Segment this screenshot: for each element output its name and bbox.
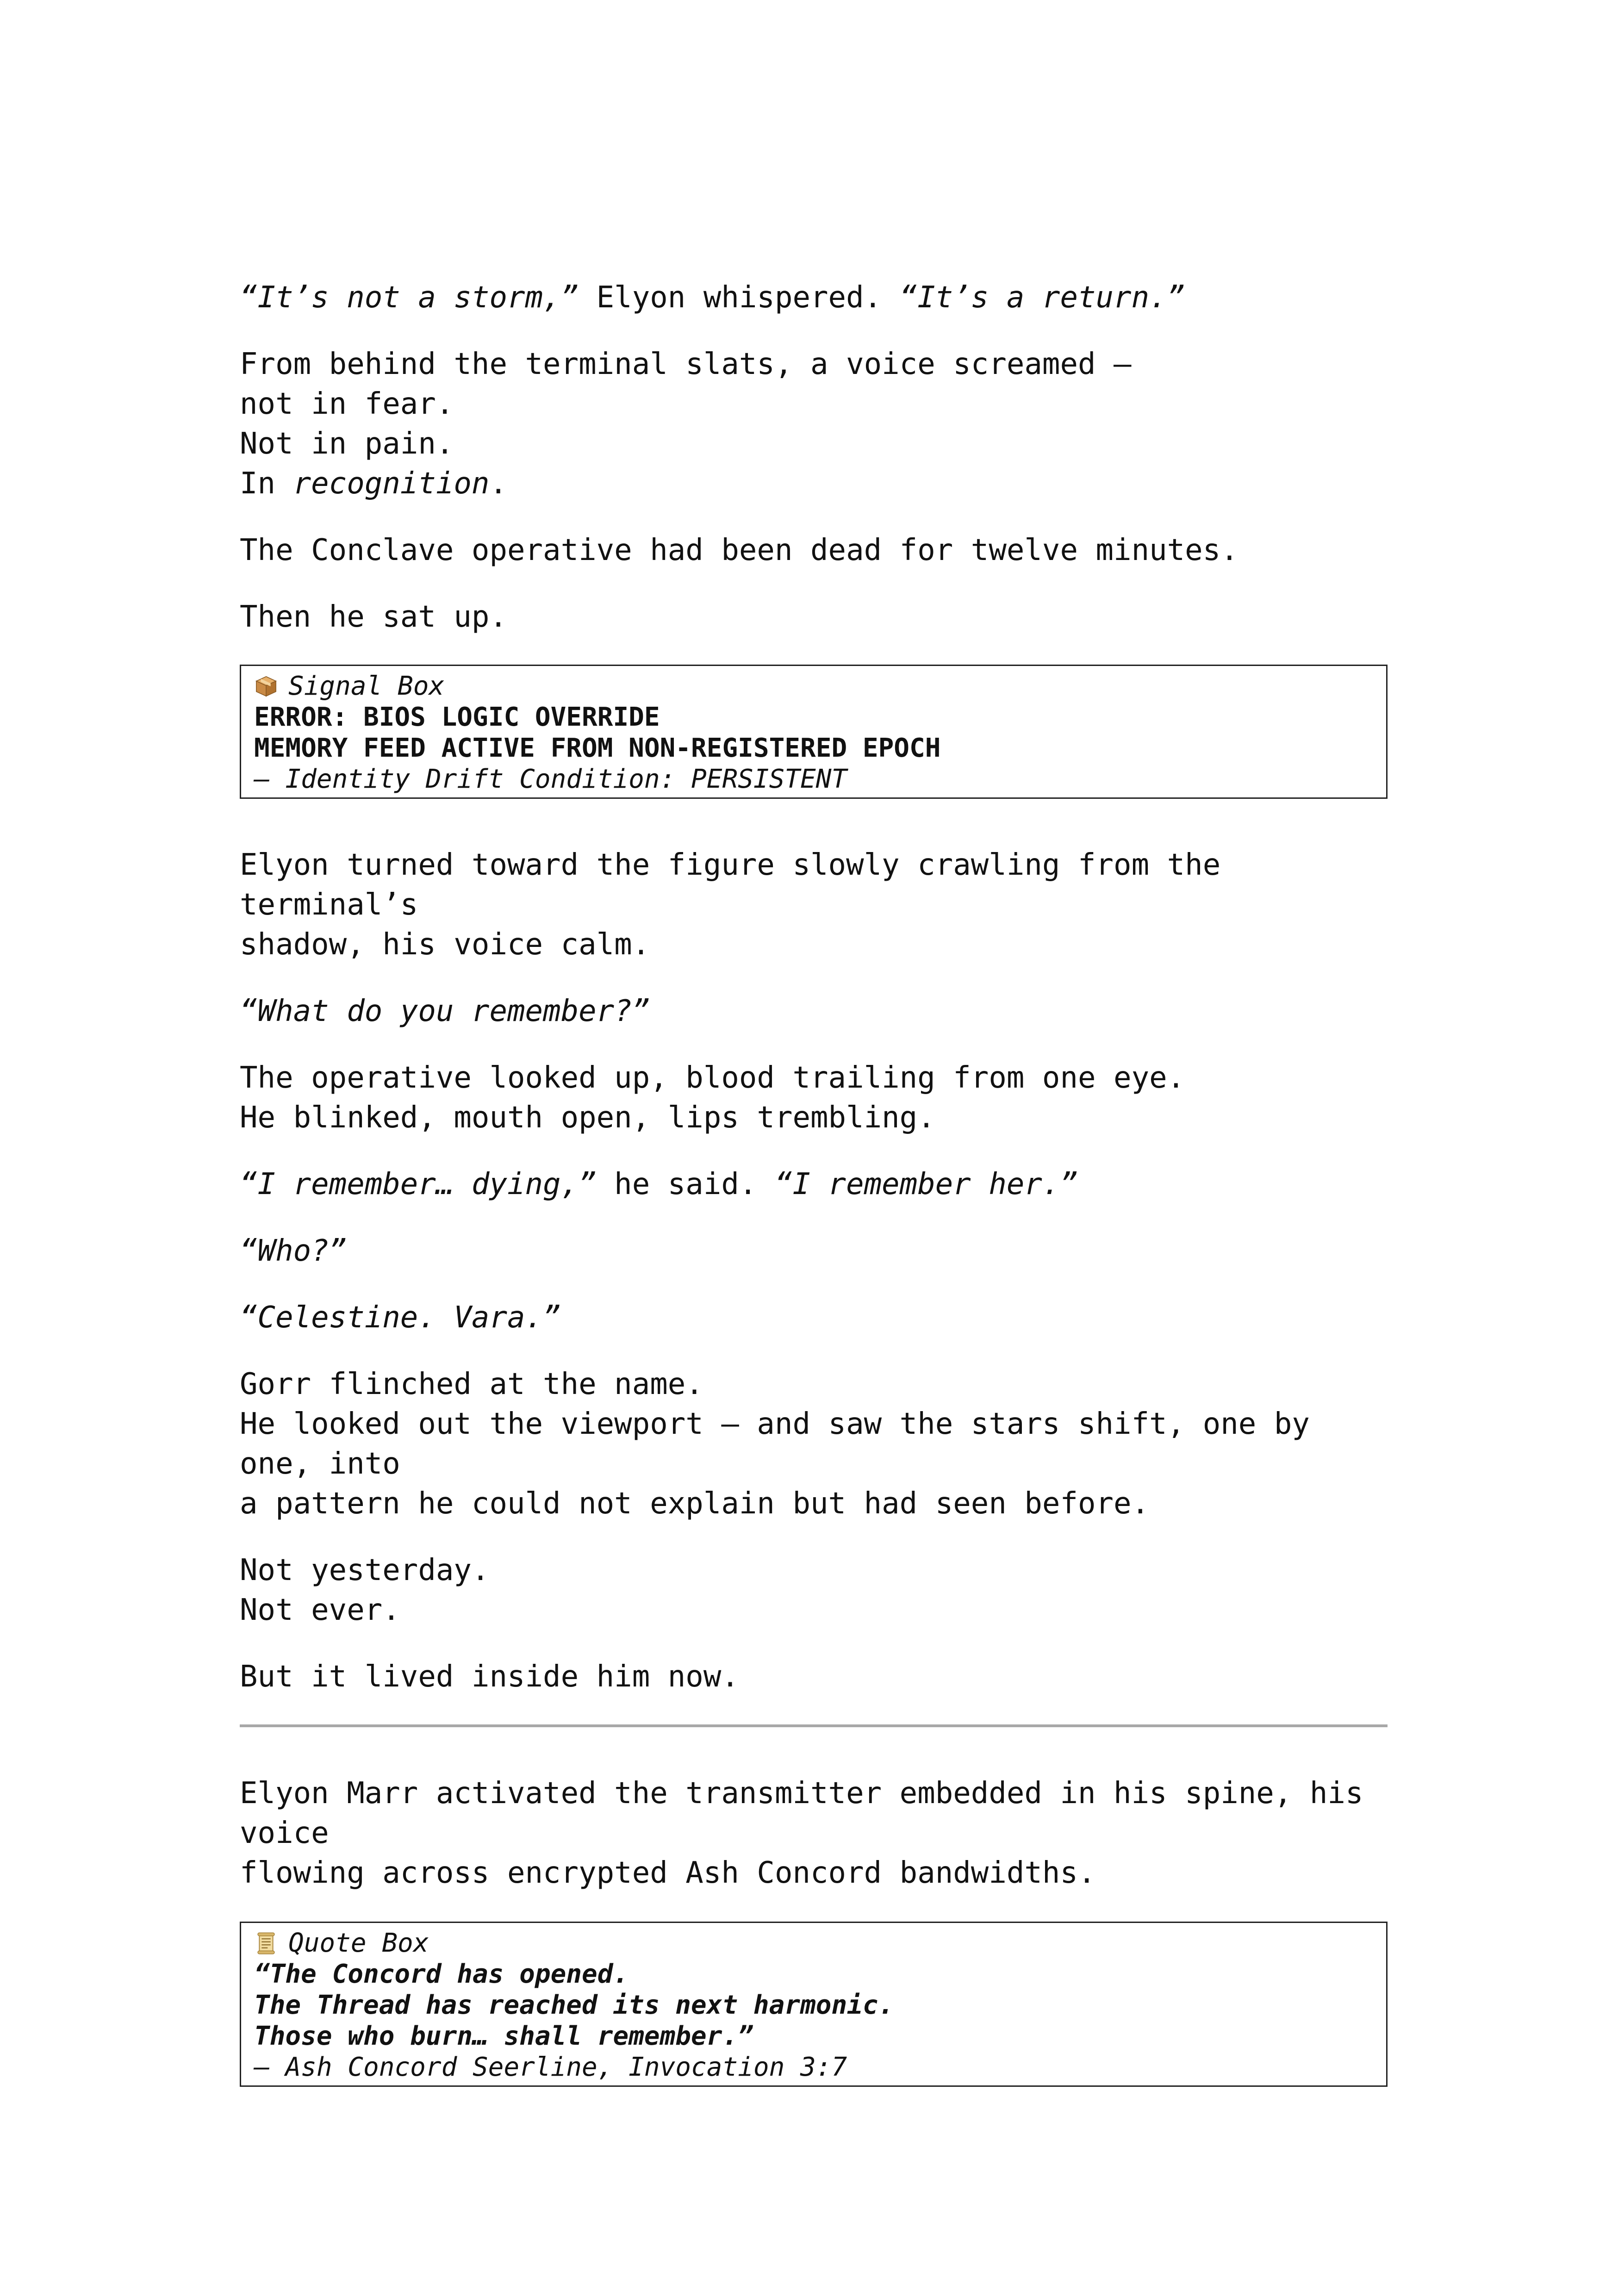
paragraph-celestine: “Celestine. Vara.” (240, 1300, 561, 1335)
paragraph-gorr-flinched (240, 1364, 1388, 1524)
paragraph-elyon-marr (240, 1773, 1388, 1893)
text-line: Gorr flinched at the name. (240, 1367, 703, 1401)
paragraph-storm (240, 278, 1388, 317)
signal-box-line: MEMORY FEED ACTIVE FROM NON-REGISTERED EPOCH (254, 733, 941, 763)
signal-box-header (254, 671, 1373, 702)
paragraph-operative-looked (240, 1058, 1388, 1138)
text-line: not in fear. (240, 387, 454, 421)
text-line: Not ever. (240, 1593, 400, 1627)
quote-box-line: “The Concord has opened. (254, 1959, 629, 1989)
text-line: shadow, his voice calm. (240, 927, 650, 962)
paragraph-voice-screamed (240, 344, 1388, 504)
text-segment: . (489, 467, 507, 501)
quote-box-line: Those who burn… shall remember.” (254, 2021, 753, 2051)
signal-box (240, 665, 1388, 799)
paragraph-what-remember: “What do you remember?” (240, 994, 650, 1028)
text-line: The operative looked up, blood trailing from one eye. (240, 1061, 1185, 1095)
text-line: a pattern he could not explain but had seen before. (240, 1487, 1150, 1521)
paragraph-not-yesterday (240, 1550, 1388, 1630)
text-line (240, 464, 1388, 504)
narration-text: Elyon whispered. (579, 280, 900, 315)
scroll-icon (254, 1931, 278, 1955)
text-line: He blinked, mouth open, lips trembling. (240, 1101, 935, 1135)
paragraph-elyon-turned (240, 845, 1388, 964)
paragraph-lived-inside: But it lived inside him now. (240, 1660, 739, 1694)
quote-box-line: The Thread has reached its next harmonic. (254, 1990, 894, 2020)
package-icon (254, 674, 278, 698)
dialogue-quote: “I remember her.” (774, 1167, 1078, 1201)
quote-box-title: Quote Box (288, 1928, 429, 1958)
paragraph-remember-dying (240, 1164, 1388, 1204)
text-line: He looked out the viewport — and saw the stars shift, one by one, into (240, 1407, 1328, 1481)
text-segment: In (240, 467, 293, 501)
paragraph-conclave-operative: The Conclave operative had been dead for twelve minutes. (240, 533, 1238, 567)
quote-box-header (254, 1928, 1373, 1959)
text-line: Elyon turned toward the figure slowly crawling from the terminal’s (240, 848, 1238, 922)
quote-box-attribution: — Ash Concord Seerline, Invocation 3:7 (254, 2052, 847, 2082)
text-line: Elyon Marr activated the transmitter embedded in his spine, his voice (240, 1776, 1381, 1850)
text-line: Not yesterday. (240, 1553, 490, 1587)
dialogue-quote: “It’s not a storm,” (240, 280, 579, 315)
signal-box-title: Signal Box (288, 671, 445, 701)
text-line: From behind the terminal slats, a voice screamed — (240, 347, 1132, 381)
dialogue-quote: “I remember… dying,” (240, 1167, 597, 1201)
text-line: flowing across encrypted Ash Concord bandwidths. (240, 1856, 1096, 1890)
paragraph-who: “Who?” (240, 1234, 347, 1268)
signal-box-line: — Identity Drift Condition: PERSISTENT (254, 764, 847, 794)
text-line: Not in pain. (240, 427, 454, 461)
quote-box (240, 1922, 1388, 2087)
narration-text: he said. (596, 1167, 775, 1201)
signal-box-line: ERROR: BIOS LOGIC OVERRIDE (254, 702, 660, 732)
emphasis-word: recognition (293, 467, 490, 501)
dialogue-quote: “It’s a return.” (899, 280, 1185, 315)
paragraph-sat-up: Then he sat up. (240, 600, 507, 634)
document-page (240, 278, 1388, 2133)
section-divider (240, 1724, 1388, 1727)
